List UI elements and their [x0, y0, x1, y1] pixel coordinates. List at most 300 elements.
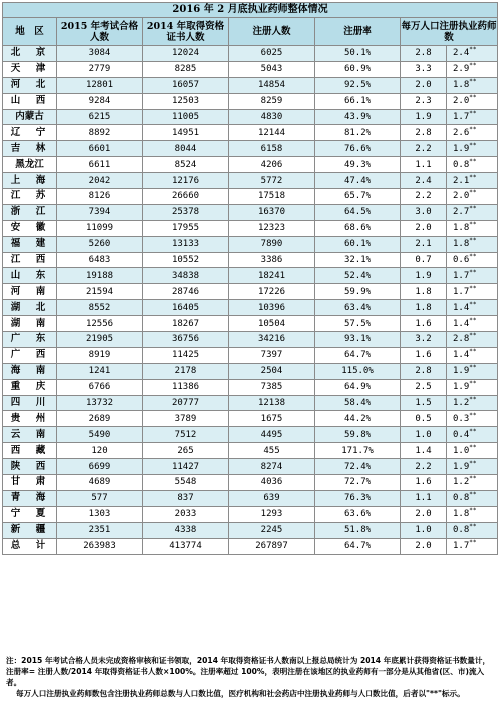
region-cell [3, 506, 57, 522]
cert-2014-cell-value: 14951 [171, 127, 200, 138]
cert-2014-cell-value: 265 [177, 445, 194, 456]
registered-cell-value: 17226 [257, 286, 286, 297]
cert-2014-cell-value: 25378 [171, 207, 200, 218]
region-cell [3, 141, 57, 157]
exam-2015-cell [57, 109, 143, 125]
region-cell [3, 268, 57, 284]
per-10k-institution-cell [447, 61, 498, 77]
cert-2014-cell-value: 28746 [171, 286, 200, 297]
registered-cell-value: 5043 [260, 64, 283, 75]
table-row [3, 506, 498, 522]
per-10k-institution-cell [447, 77, 498, 93]
reg-rate-cell-value: 43.9% [343, 112, 372, 122]
table-row [3, 395, 498, 411]
cert-2014-cell [143, 220, 229, 236]
registered-cell-value: 639 [263, 493, 280, 504]
exam-2015-cell-value: 2779 [88, 64, 111, 75]
region-cell-value: 福 建 [10, 238, 49, 250]
cert-2014-cell [143, 109, 229, 125]
cert-2014-cell-value: 13133 [171, 239, 200, 250]
per-10k-institution-cell-value: 1.7 [453, 112, 470, 122]
per-10k-institution-cell [447, 268, 498, 284]
region-cell [3, 220, 57, 236]
region-cell [3, 125, 57, 141]
registered-cell-value: 16370 [257, 207, 286, 218]
per-10k-institution-cell-value: 2.6 [453, 127, 470, 138]
exam-2015-cell [57, 506, 143, 522]
exam-2015-cell-value: 6611 [88, 159, 111, 170]
per-10k-institution-cell [447, 411, 498, 427]
region-cell [3, 475, 57, 491]
registered-cell [229, 236, 315, 252]
cert-2014-cell [143, 475, 229, 491]
per-10k-total-cell-value: 2.0 [415, 541, 432, 552]
per-10k-institution-cell-value: 2.0 [453, 96, 470, 107]
per-10k-institution-cell [447, 157, 498, 173]
region-cell-value: 湖 北 [10, 301, 49, 313]
cert-2014-cell [143, 506, 229, 522]
per-10k-institution-cell-value: 1.0 [453, 445, 470, 456]
region-cell [3, 427, 57, 443]
per-10k-total-cell-value: 1.4 [415, 445, 432, 456]
per-10k-institution-cell-value: 1.9 [453, 366, 470, 377]
table-row [3, 61, 498, 77]
registered-cell [229, 77, 315, 93]
region-cell-value: 天 津 [10, 63, 49, 75]
region-cell [3, 93, 57, 109]
exam-2015-cell-value: 6483 [88, 255, 111, 266]
per-10k-institution-cell [447, 475, 498, 491]
per-10k-total-cell [401, 490, 447, 506]
cert-2014-cell [143, 268, 229, 284]
cert-2014-cell-value: 11425 [171, 350, 200, 361]
reg-rate-cell [315, 538, 401, 554]
region-cell-value: 北 京 [10, 47, 49, 59]
region-cell-value: 云 南 [10, 428, 49, 440]
exam-2015-cell [57, 538, 143, 554]
per-10k-institution-cell [447, 236, 498, 252]
region-cell [3, 236, 57, 252]
table-row [3, 332, 498, 348]
per-10k-institution-cell-value: 2.0 [453, 191, 470, 202]
registered-cell [229, 316, 315, 332]
per-10k-institution-cell-value: 0.4 [453, 429, 470, 440]
per-10k-total-cell [401, 141, 447, 157]
institution-marker: ** [469, 411, 477, 419]
per-10k-institution-cell-value: 1.7 [453, 541, 470, 552]
region-cell [3, 395, 57, 411]
reg-rate-cell-value: 64.7% [343, 541, 372, 552]
per-10k-total-cell [401, 173, 447, 189]
per-10k-institution-cell-value: 1.4 [453, 350, 470, 361]
institution-marker: ** [469, 396, 477, 404]
cert-2014-cell-value: 2033 [174, 509, 197, 520]
reg-rate-cell-value: 58.4% [343, 398, 372, 409]
table-row [3, 268, 498, 284]
registered-cell [229, 252, 315, 268]
per-10k-institution-cell [447, 522, 498, 538]
region-cell [3, 332, 57, 348]
institution-marker: ** [469, 348, 477, 356]
exam-2015-cell [57, 189, 143, 205]
per-10k-institution-cell [447, 173, 498, 189]
exam-2015-cell [57, 141, 143, 157]
registered-cell [229, 395, 315, 411]
per-10k-institution-cell [447, 395, 498, 411]
exam-2015-cell [57, 395, 143, 411]
exam-2015-cell-value: 3084 [88, 48, 111, 59]
reg-rate-cell-value: 32.1% [343, 255, 372, 266]
region-cell [3, 347, 57, 363]
exam-2015-cell-value: 577 [91, 493, 108, 504]
registered-cell-value: 12323 [257, 223, 286, 234]
region-cell-value: 河 南 [10, 285, 49, 297]
registered-cell-value: 7397 [260, 350, 283, 361]
institution-marker: ** [469, 141, 477, 149]
cert-2014-cell [143, 443, 229, 459]
institution-marker: ** [469, 380, 477, 388]
institution-marker: ** [469, 221, 477, 229]
reg-rate-cell-value: 44.2% [343, 413, 372, 424]
per-10k-institution-cell-value: 1.9 [453, 461, 470, 472]
cert-2014-cell [143, 61, 229, 77]
registered-cell [229, 141, 315, 157]
table-row [3, 93, 498, 109]
per-10k-total-cell-value: 2.4 [415, 175, 432, 186]
table-row [3, 252, 498, 268]
exam-2015-cell [57, 443, 143, 459]
reg-rate-cell [315, 395, 401, 411]
per-10k-total-cell-value: 3.2 [415, 334, 432, 345]
exam-2015-cell-value: 6215 [88, 112, 111, 122]
registered-cell [229, 46, 315, 62]
exam-2015-cell [57, 284, 143, 300]
cert-2014-cell-value: 20777 [171, 398, 200, 409]
registered-cell [229, 173, 315, 189]
table-row [3, 204, 498, 220]
reg-rate-cell-value: 171.7% [341, 445, 374, 456]
per-10k-total-cell [401, 363, 447, 379]
table-title: 2016 年 2 月底执业药师整体情况 [3, 3, 498, 18]
exam-2015-cell-value: 21905 [85, 334, 114, 345]
per-10k-total-cell [401, 379, 447, 395]
per-10k-institution-cell [447, 93, 498, 109]
reg-rate-cell [315, 459, 401, 475]
institution-marker: ** [469, 539, 477, 547]
reg-rate-cell [315, 109, 401, 125]
per-10k-total-cell [401, 189, 447, 205]
registered-cell-value: 2245 [260, 525, 283, 536]
per-10k-total-cell-value: 2.2 [415, 461, 432, 472]
registered-cell-value: 17518 [257, 191, 286, 202]
reg-rate-cell-value: 72.4% [343, 461, 372, 472]
table-row [3, 347, 498, 363]
exam-2015-cell-value: 1241 [88, 366, 111, 377]
per-10k-institution-cell-value: 0.8 [453, 159, 470, 170]
region-cell-value: 宁 夏 [10, 508, 49, 520]
exam-2015-cell-value: 2351 [88, 525, 111, 536]
registered-cell [229, 538, 315, 554]
region-cell-value: 安 徽 [10, 222, 49, 234]
table-row [3, 538, 498, 554]
cert-2014-cell-value: 18267 [171, 318, 200, 329]
region-cell [3, 46, 57, 62]
exam-2015-cell [57, 157, 143, 173]
institution-marker: ** [469, 237, 477, 245]
per-10k-total-cell [401, 538, 447, 554]
registered-cell-value: 34216 [257, 334, 286, 345]
cert-2014-cell-value: 11386 [171, 382, 200, 393]
exam-2015-cell [57, 46, 143, 62]
reg-rate-cell [315, 93, 401, 109]
per-10k-total-cell-value: 2.2 [415, 143, 432, 154]
registered-cell-value: 455 [263, 445, 280, 456]
table-row [3, 236, 498, 252]
table-row [3, 125, 498, 141]
per-10k-total-cell [401, 204, 447, 220]
registered-cell-value: 6158 [260, 143, 283, 154]
per-10k-total-cell [401, 427, 447, 443]
reg-rate-cell-value: 64.7% [343, 350, 372, 361]
per-10k-total-cell-value: 1.0 [415, 429, 432, 440]
reg-rate-cell-value: 59.8% [343, 429, 372, 440]
exam-2015-cell-value: 11099 [85, 223, 114, 234]
region-cell [3, 252, 57, 268]
cert-2014-cell [143, 363, 229, 379]
per-10k-institution-cell [447, 316, 498, 332]
cert-2014-cell [143, 173, 229, 189]
per-10k-total-cell [401, 284, 447, 300]
cert-2014-cell-value: 12503 [171, 96, 200, 107]
cert-2014-cell-value: 8285 [174, 64, 197, 75]
exam-2015-cell [57, 236, 143, 252]
reg-rate-cell-value: 92.5% [343, 80, 372, 91]
cert-2014-cell [143, 332, 229, 348]
exam-2015-cell [57, 411, 143, 427]
exam-2015-cell-value: 8552 [88, 302, 111, 313]
per-10k-institution-cell-value: 1.9 [453, 143, 470, 154]
per-10k-institution-cell [447, 46, 498, 62]
per-10k-total-cell-value: 2.0 [415, 509, 432, 520]
per-10k-total-cell-value: 1.5 [415, 398, 432, 409]
cert-2014-cell-value: 5548 [174, 477, 197, 488]
reg-rate-cell [315, 379, 401, 395]
exam-2015-cell [57, 252, 143, 268]
institution-marker: ** [469, 332, 477, 340]
exam-2015-cell-value: 2689 [88, 413, 111, 424]
pharmacist-table [2, 2, 498, 555]
institution-marker: ** [469, 125, 477, 133]
exam-2015-cell [57, 363, 143, 379]
region-cell [3, 538, 57, 554]
header-region: 地 区 [3, 18, 57, 46]
per-10k-institution-cell-value: 2.9 [453, 64, 470, 75]
reg-rate-cell [315, 347, 401, 363]
per-10k-institution-cell-value: 1.7 [453, 286, 470, 297]
institution-marker: ** [469, 173, 477, 181]
exam-2015-cell-value: 8919 [88, 350, 111, 361]
institution-marker: ** [469, 189, 477, 197]
registered-cell-value: 1675 [260, 413, 283, 424]
table-row [3, 141, 498, 157]
reg-rate-cell-value: 57.5% [343, 318, 372, 329]
exam-2015-cell [57, 522, 143, 538]
per-10k-total-cell-value: 2.1 [415, 239, 432, 250]
table-row [3, 427, 498, 443]
region-cell-value: 甘 肃 [10, 476, 49, 488]
cert-2014-cell-value: 11427 [171, 461, 200, 472]
reg-rate-cell [315, 363, 401, 379]
exam-2015-cell-value: 4689 [88, 477, 111, 488]
reg-rate-cell [315, 236, 401, 252]
region-cell-value: 广 东 [10, 333, 49, 345]
per-10k-total-cell [401, 46, 447, 62]
region-cell [3, 284, 57, 300]
cert-2014-cell [143, 411, 229, 427]
per-10k-institution-cell-value: 1.8 [453, 80, 470, 91]
reg-rate-cell [315, 506, 401, 522]
cert-2014-cell [143, 141, 229, 157]
registered-cell [229, 506, 315, 522]
per-10k-total-cell [401, 125, 447, 141]
per-10k-total-cell [401, 268, 447, 284]
region-cell-value: 浙 江 [10, 206, 49, 218]
per-10k-total-cell [401, 475, 447, 491]
per-10k-total-cell-value: 0.7 [415, 255, 432, 266]
exam-2015-cell-value: 120 [91, 445, 108, 456]
exam-2015-cell-value: 6699 [88, 461, 111, 472]
per-10k-institution-cell-value: 1.7 [453, 270, 470, 281]
per-10k-institution-cell-value: 0.8 [453, 493, 470, 504]
per-10k-total-cell [401, 506, 447, 522]
per-10k-institution-cell-value: 1.8 [453, 239, 470, 250]
region-cell [3, 300, 57, 316]
institution-marker: ** [469, 443, 477, 451]
table-row [3, 490, 498, 506]
registered-cell [229, 109, 315, 125]
reg-rate-cell-value: 81.2% [343, 127, 372, 138]
cert-2014-cell-value: 8044 [174, 143, 197, 154]
per-10k-total-cell [401, 395, 447, 411]
per-10k-total-cell [401, 459, 447, 475]
registered-cell-value: 1293 [260, 509, 283, 520]
exam-2015-cell [57, 61, 143, 77]
registered-cell-value: 8274 [260, 461, 283, 472]
cert-2014-cell [143, 347, 229, 363]
registered-cell [229, 379, 315, 395]
cert-2014-cell [143, 316, 229, 332]
per-10k-institution-cell-value: 1.8 [453, 509, 470, 520]
exam-2015-cell [57, 300, 143, 316]
table-row [3, 459, 498, 475]
registered-cell [229, 332, 315, 348]
registered-cell-value: 12138 [257, 398, 286, 409]
exam-2015-cell-value: 6601 [88, 143, 111, 154]
region-cell-value: 江 西 [10, 254, 49, 266]
institution-marker: ** [469, 459, 477, 467]
exam-2015-cell-value: 12556 [85, 318, 114, 329]
institution-marker: ** [469, 427, 477, 435]
exam-2015-cell [57, 125, 143, 141]
cert-2014-cell [143, 284, 229, 300]
region-cell-value: 广 西 [10, 349, 49, 361]
per-10k-institution-cell [447, 490, 498, 506]
per-10k-total-cell [401, 522, 447, 538]
registered-cell-value: 12144 [257, 127, 286, 138]
registered-cell [229, 157, 315, 173]
cert-2014-cell-value: 8524 [174, 159, 197, 170]
region-cell-value: 青 海 [10, 492, 49, 504]
region-cell-value: 陕 西 [10, 460, 49, 472]
region-cell-value: 四 川 [10, 397, 49, 409]
region-cell-value: 黑龙江 [15, 158, 44, 170]
exam-2015-cell [57, 316, 143, 332]
exam-2015-cell-value: 263983 [83, 541, 116, 552]
per-10k-institution-cell-value: 1.9 [453, 382, 470, 393]
cert-2014-cell [143, 93, 229, 109]
per-10k-institution-cell [447, 332, 498, 348]
region-cell-value: 贵 州 [10, 412, 49, 424]
region-cell-value: 山 西 [10, 95, 49, 107]
reg-rate-cell [315, 268, 401, 284]
region-cell [3, 109, 57, 125]
exam-2015-cell-value: 1303 [88, 509, 111, 520]
region-cell [3, 77, 57, 93]
registered-cell [229, 475, 315, 491]
exam-2015-cell [57, 459, 143, 475]
exam-2015-cell [57, 379, 143, 395]
exam-2015-cell [57, 204, 143, 220]
reg-rate-cell-value: 64.5% [343, 207, 372, 218]
reg-rate-cell [315, 475, 401, 491]
per-10k-institution-cell [447, 220, 498, 236]
registered-cell-value: 7385 [260, 382, 283, 393]
per-10k-institution-cell-value: 1.8 [453, 223, 470, 234]
per-10k-institution-cell-value: 0.3 [453, 413, 470, 424]
reg-rate-cell-value: 76.3% [343, 493, 372, 504]
region-cell [3, 61, 57, 77]
per-10k-total-cell [401, 332, 447, 348]
table-row [3, 157, 498, 173]
exam-2015-cell-value: 8126 [88, 191, 111, 202]
per-10k-institution-cell [447, 459, 498, 475]
registered-cell-value: 7890 [260, 239, 283, 250]
per-10k-total-cell [401, 443, 447, 459]
cert-2014-cell-value: 10552 [171, 255, 200, 266]
registered-cell-value: 10396 [257, 302, 286, 313]
per-10k-total-cell-value: 3.0 [415, 207, 432, 218]
per-10k-total-cell-value: 2.8 [415, 366, 432, 377]
footnote-line-1: 注：2015 年考试合格人员未完成资格审核和证书领取，2014 年取得资格证书人数南以上报总局统计为 2014 年底累计获得资格证书数量计，注册率= 注册人数/2014 年取得资格证书人数×100%。注册率超过 100%，表明注册在该地区的执业药师有一部分是从其他省(区、市)流入者。 [6, 656, 491, 687]
institution-marker: ** [469, 110, 477, 117]
table-row [3, 284, 498, 300]
registered-cell-value: 6025 [260, 48, 283, 59]
registered-cell [229, 220, 315, 236]
registered-cell [229, 125, 315, 141]
reg-rate-cell [315, 204, 401, 220]
institution-marker: ** [469, 491, 477, 499]
cert-2014-cell-value: 34838 [171, 270, 200, 281]
registered-cell-value: 267897 [255, 541, 288, 552]
per-10k-total-cell-value: 2.3 [415, 96, 432, 107]
reg-rate-cell [315, 46, 401, 62]
per-10k-institution-cell-value: 2.7 [453, 207, 470, 218]
per-10k-total-cell-value: 1.1 [415, 493, 432, 504]
data-table-container [2, 2, 497, 698]
exam-2015-cell-value: 12801 [85, 80, 114, 91]
exam-2015-cell-value: 9284 [88, 96, 111, 107]
per-10k-institution-cell [447, 538, 498, 554]
